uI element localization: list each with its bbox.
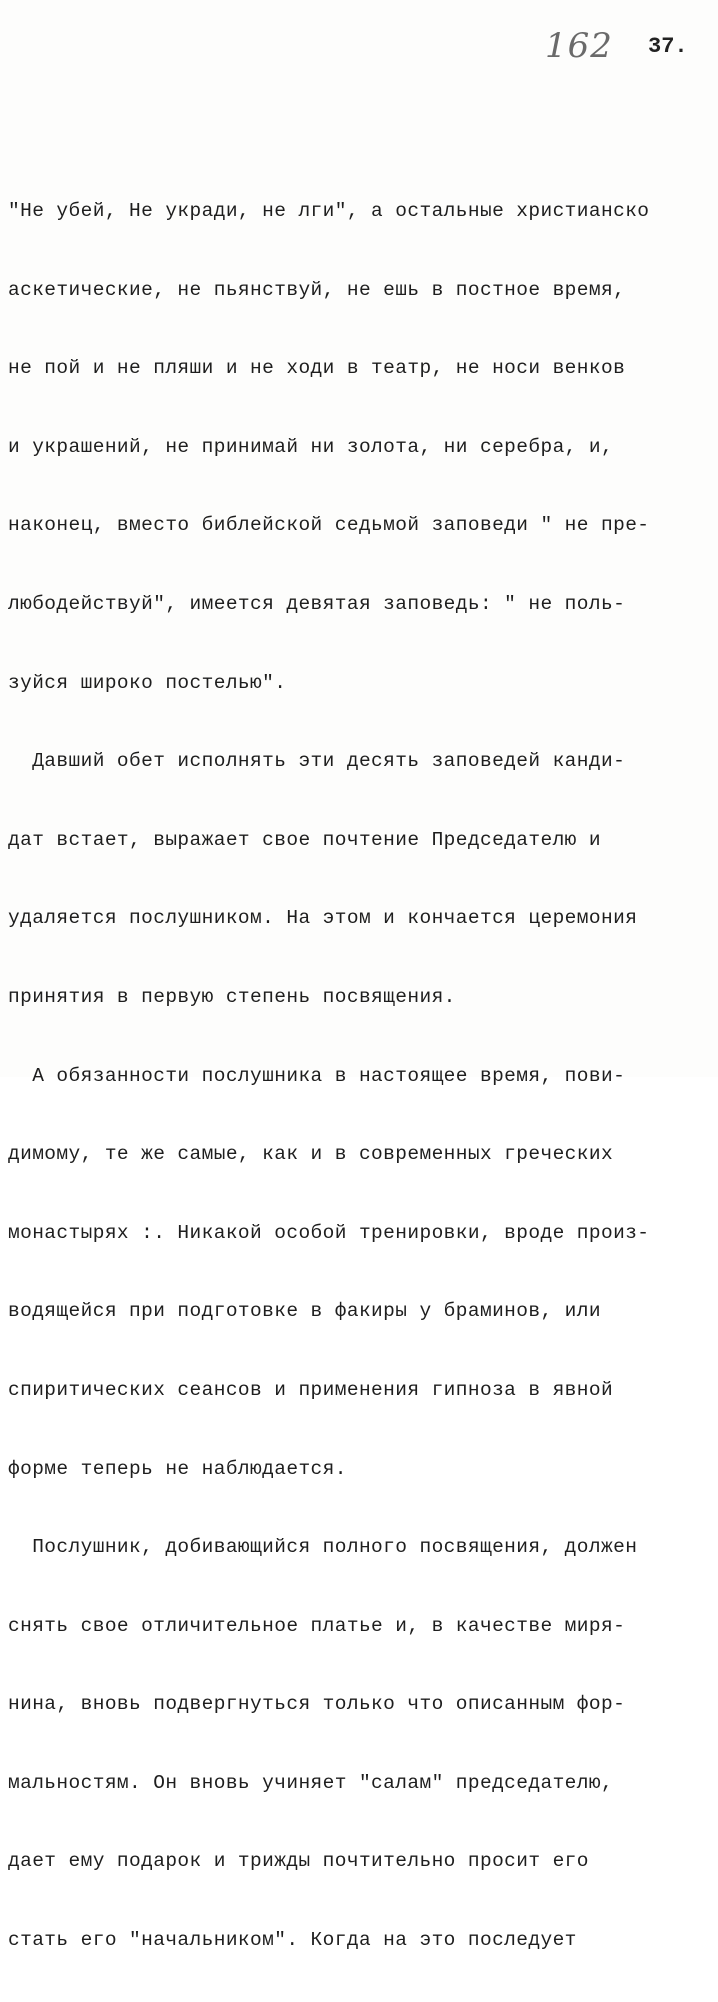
text-line: "Не убей, Не укради, не лги", а остальные христианско: [8, 200, 650, 222]
text-line: димому, те же самые, как и в современных греческих: [8, 1143, 614, 1166]
text-line: стать его "начальником". Когда на это последует: [8, 1929, 577, 1952]
archive-page-number: 162: [545, 26, 613, 66]
typescript-body: [8, 150, 713, 2002]
text-line: Давший обет исполнять эти десять заповедей канди-: [8, 750, 626, 773]
text-line: монастырях :. Никакой особой тренировки, вроде произ-: [8, 1221, 650, 1244]
text-line: и украшений, не принимай ни золота, ни серебра, и,: [8, 435, 614, 458]
text-line: А обязанности послушника в настоящее время, пови-: [8, 1064, 626, 1087]
text-line: водящейся при подготовке в факиры у браминов, или: [8, 1300, 601, 1323]
text-line: не пой и не пляши и не ходи в театр, не носи венков: [8, 357, 626, 380]
text-line: дает ему подарок и трижды почтительно просит его: [8, 1850, 589, 1873]
text-line: аскетические, не пьянствуй, не ешь в постное время,: [8, 278, 626, 301]
text-line: нина, вновь подвергнуться только что описанным фор-: [8, 1693, 626, 1716]
text-line: Послушник, добивающийся полного посвящения, должен: [8, 1536, 638, 1559]
text-line: зуйся широко постелью".: [8, 671, 287, 694]
page-number: 37.: [648, 34, 688, 59]
text-line: снять свое отличительное платье и, в качестве миря-: [8, 1614, 626, 1637]
text-line: форме теперь не наблюдается.: [8, 1457, 347, 1480]
text-line: принятия в первую степень посвящения.: [8, 985, 456, 1008]
text-line: дат встает, выражает свое почтение Председателю и: [8, 828, 601, 851]
text-line: удаляется послушником. На этом и кончается церемония: [8, 907, 638, 930]
text-line: наконец, вместо библейской седьмой заповеди " не пре-: [8, 514, 650, 537]
text-line: любодействуй", имеется девятая заповедь: " не поль-: [8, 592, 626, 615]
text-line: мальностям. Он вновь учиняет "салам" председателю,: [8, 1771, 614, 1794]
text-line: спиритических сеансов и применения гипноза в явной: [8, 1378, 614, 1401]
